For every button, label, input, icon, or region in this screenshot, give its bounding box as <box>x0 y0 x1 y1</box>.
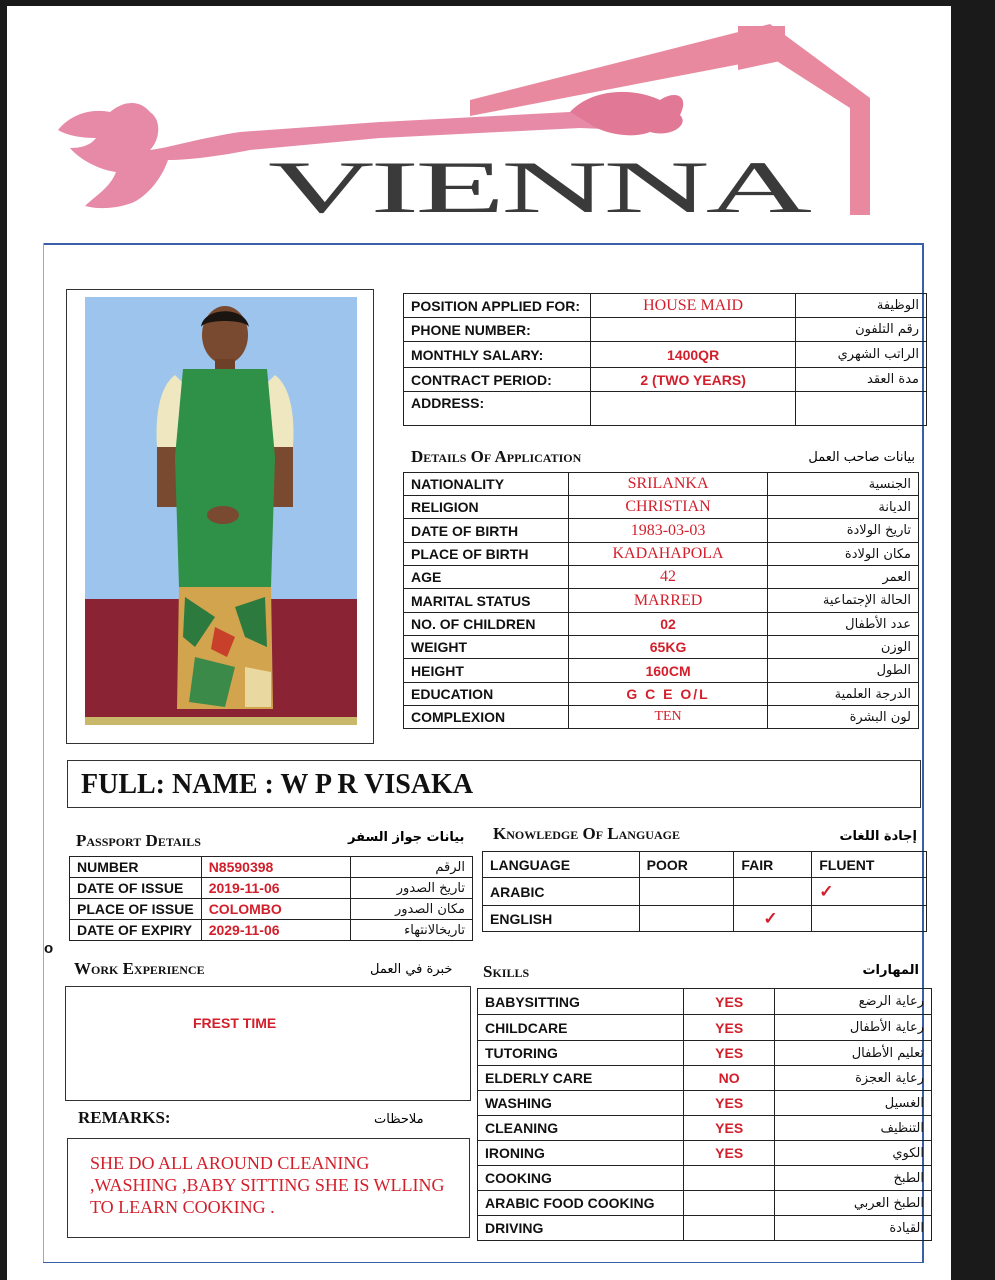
skill-label: CHILDCARE <box>478 1015 684 1041</box>
table-row <box>404 566 919 589</box>
job-arabic: مدة العقد <box>796 368 927 392</box>
details-arabic: تاريخ الولادة <box>768 519 919 543</box>
remarks-text: SHE DO ALL AROUND CLEANING ,WASHING ,BABY SITTING SHE IS WLLING TO LEARN COOKING . <box>90 1153 445 1217</box>
skill-value: YES <box>683 989 775 1015</box>
skills-title-arabic: المهارات <box>862 963 919 978</box>
language-fluent-cell <box>812 878 927 906</box>
remarks-title-arabic: ملاحظات <box>374 1112 424 1127</box>
remarks-title: REMARKS: <box>78 1108 171 1127</box>
skills-table <box>477 988 932 1241</box>
skill-arabic: الكوي <box>775 1141 932 1166</box>
details-arabic: الحالة الإجتماعية <box>768 589 919 613</box>
details-arabic: لون البشرة <box>768 706 919 729</box>
skill-label: DRIVING <box>478 1216 684 1241</box>
passport-value: N8590398 <box>201 857 350 878</box>
details-arabic: عدد الأطفال <box>768 613 919 636</box>
details-arabic: العمر <box>768 566 919 589</box>
skill-arabic: الغسيل <box>775 1091 932 1116</box>
table-row <box>70 878 473 899</box>
vienna-logo <box>50 20 870 225</box>
table-row <box>483 878 927 906</box>
check-mark-icon: ✓ <box>819 881 834 901</box>
language-header: LANGUAGE <box>483 852 640 878</box>
table-row <box>404 368 927 392</box>
skill-label: TUTORING <box>478 1041 684 1066</box>
table-row <box>478 1116 932 1141</box>
table-row <box>483 852 927 878</box>
job-table <box>403 293 927 426</box>
passport-arabic: تاريخ الصدور <box>350 878 472 899</box>
language-fair-cell <box>734 906 812 932</box>
details-arabic: الديانة <box>768 496 919 519</box>
language-header: FLUENT <box>812 852 927 878</box>
remarks-box <box>67 1138 470 1238</box>
check-mark-icon: ✓ <box>763 908 778 928</box>
details-title: Details Of Application <box>411 447 582 466</box>
details-title-arabic: بيانات صاحب العمل <box>808 450 915 465</box>
table-row <box>478 1066 932 1091</box>
skill-value: YES <box>683 1141 775 1166</box>
table-row <box>478 989 932 1015</box>
details-label: EDUCATION <box>404 683 569 706</box>
skill-value <box>683 1166 775 1191</box>
skill-value: YES <box>683 1041 775 1066</box>
table-row <box>404 294 927 318</box>
job-label: PHONE NUMBER: <box>404 318 591 342</box>
left-border <box>43 243 44 1263</box>
language-name: ARABIC <box>483 878 640 906</box>
skill-arabic: القيادة <box>775 1216 932 1241</box>
details-value: 65KG <box>568 636 767 659</box>
table-row <box>478 1166 932 1191</box>
skill-label: ELDERLY CARE <box>478 1066 684 1091</box>
passport-label: NUMBER <box>70 857 202 878</box>
details-arabic: الطول <box>768 659 919 683</box>
skill-label: IRONING <box>478 1141 684 1166</box>
table-row <box>404 392 927 426</box>
logo-duster <box>570 92 683 135</box>
details-value: SRILANKA <box>568 473 767 496</box>
details-value: 42 <box>568 566 767 589</box>
details-arabic: الدرجة العلمية <box>768 683 919 706</box>
table-row <box>404 342 927 368</box>
skill-label: BABYSITTING <box>478 989 684 1015</box>
stray-mark: o <box>44 940 54 957</box>
candidate-photo <box>85 297 357 725</box>
skill-label: COOKING <box>478 1166 684 1191</box>
table-row <box>70 899 473 920</box>
details-arabic: مكان الولادة <box>768 543 919 566</box>
skill-arabic: الطبخ <box>775 1166 932 1191</box>
details-table <box>403 472 919 729</box>
table-row <box>70 920 473 941</box>
details-value: 160CM <box>568 659 767 683</box>
skill-value: YES <box>683 1116 775 1141</box>
language-poor-cell <box>639 878 734 906</box>
job-label: POSITION APPLIED FOR: <box>404 294 591 318</box>
details-value: TEN <box>568 706 767 729</box>
work-text: FREST TIME <box>193 1015 277 1031</box>
table-row <box>404 496 919 519</box>
table-row <box>404 543 919 566</box>
table-row <box>478 1015 932 1041</box>
table-row <box>404 473 919 496</box>
details-value: 1983-03-03 <box>568 519 767 543</box>
skill-label: WASHING <box>478 1091 684 1116</box>
logo-brand-text: VIENNA <box>268 147 812 225</box>
job-value: 2 (TWO YEARS) <box>590 368 795 392</box>
details-value: 02 <box>568 613 767 636</box>
job-label: CONTRACT PERIOD: <box>404 368 591 392</box>
skill-arabic: رعاية العجزة <box>775 1066 932 1091</box>
language-fluent-cell <box>812 906 927 932</box>
details-label: WEIGHT <box>404 636 569 659</box>
passport-title-arabic: بيانات جواز السفر <box>348 830 465 845</box>
work-title: Work Experience <box>74 959 205 978</box>
table-row <box>478 1091 932 1116</box>
passport-table <box>69 856 473 941</box>
language-title-arabic: إجادة اللغات <box>839 829 917 844</box>
passport-label: PLACE OF ISSUE <box>70 899 202 920</box>
table-row <box>478 1141 932 1166</box>
passport-arabic: مكان الصدور <box>350 899 472 920</box>
logo-chimney <box>738 26 785 70</box>
language-name: ENGLISH <box>483 906 640 932</box>
details-label: MARITAL STATUS <box>404 589 569 613</box>
details-value: KADAHAPOLA <box>568 543 767 566</box>
table-row <box>404 613 919 636</box>
table-row <box>404 589 919 613</box>
work-title-arabic: خبرة في العمل <box>370 962 453 977</box>
language-table <box>482 851 927 932</box>
skill-arabic: رعاية الرضع <box>775 989 932 1015</box>
table-row <box>404 519 919 543</box>
job-value: 1400QR <box>590 342 795 368</box>
language-fair-cell <box>734 878 812 906</box>
details-value: G C E O/L <box>568 683 767 706</box>
job-value <box>590 318 795 342</box>
header-divider <box>43 243 923 245</box>
job-arabic: الوظيفة <box>796 294 927 318</box>
table-row <box>478 1041 932 1066</box>
passport-title: Passport Details <box>76 831 201 850</box>
job-arabic: رقم التلفون <box>796 318 927 342</box>
skill-label: ARABIC FOOD COOKING <box>478 1191 684 1216</box>
table-row <box>404 706 919 729</box>
details-arabic: الوزن <box>768 636 919 659</box>
details-value: CHRISTIAN <box>568 496 767 519</box>
details-label: RELIGION <box>404 496 569 519</box>
passport-value: COLOMBO <box>201 899 350 920</box>
skill-arabic: تعليم الأطفال <box>775 1041 932 1066</box>
skill-value <box>683 1216 775 1241</box>
passport-value: 2029-11-06 <box>201 920 350 941</box>
table-row <box>404 318 927 342</box>
language-header: POOR <box>639 852 734 878</box>
work-box <box>65 986 471 1101</box>
details-label: AGE <box>404 566 569 589</box>
table-row <box>404 636 919 659</box>
job-value: HOUSE MAID <box>590 294 795 318</box>
details-label: COMPLEXION <box>404 706 569 729</box>
table-row <box>70 857 473 878</box>
passport-value: 2019-11-06 <box>201 878 350 899</box>
job-label: MONTHLY SALARY: <box>404 342 591 368</box>
skill-value: YES <box>683 1091 775 1116</box>
job-label: ADDRESS: <box>404 392 591 426</box>
full-name-box <box>67 760 921 808</box>
details-label: PLACE OF BIRTH <box>404 543 569 566</box>
table-row <box>404 683 919 706</box>
photo-frame <box>66 289 374 744</box>
table-row <box>478 1216 932 1241</box>
table-row <box>478 1191 932 1216</box>
bottom-border <box>43 1262 923 1263</box>
language-title: Knowledge Of Language <box>493 824 680 843</box>
details-label: NATIONALITY <box>404 473 569 496</box>
job-arabic <box>796 392 927 426</box>
passport-arabic: تاريخالانتهاء <box>350 920 472 941</box>
skill-value <box>683 1191 775 1216</box>
details-arabic: الجنسية <box>768 473 919 496</box>
passport-label: DATE OF EXPIRY <box>70 920 202 941</box>
skill-arabic: الطبخ العربي <box>775 1191 932 1216</box>
passport-label: DATE OF ISSUE <box>70 878 202 899</box>
details-label: DATE OF BIRTH <box>404 519 569 543</box>
skill-label: CLEANING <box>478 1116 684 1141</box>
details-value: MARRED <box>568 589 767 613</box>
photo-drawing <box>85 297 357 725</box>
language-poor-cell <box>639 906 734 932</box>
details-label: NO. OF CHILDREN <box>404 613 569 636</box>
details-label: HEIGHT <box>404 659 569 683</box>
skill-value: YES <box>683 1015 775 1041</box>
table-row <box>483 906 927 932</box>
language-header: FAIR <box>734 852 812 878</box>
passport-arabic: الرقم <box>350 857 472 878</box>
skills-title: Skills <box>483 962 530 981</box>
skill-value: NO <box>683 1066 775 1091</box>
job-value <box>590 392 795 426</box>
skill-arabic: التنظيف <box>775 1116 932 1141</box>
job-arabic: الراتب الشهري <box>796 342 927 368</box>
table-row <box>404 659 919 683</box>
skill-arabic: رعاية الأطفال <box>775 1015 932 1041</box>
full-name: FULL: NAME : W P R VISAKA <box>81 769 474 800</box>
